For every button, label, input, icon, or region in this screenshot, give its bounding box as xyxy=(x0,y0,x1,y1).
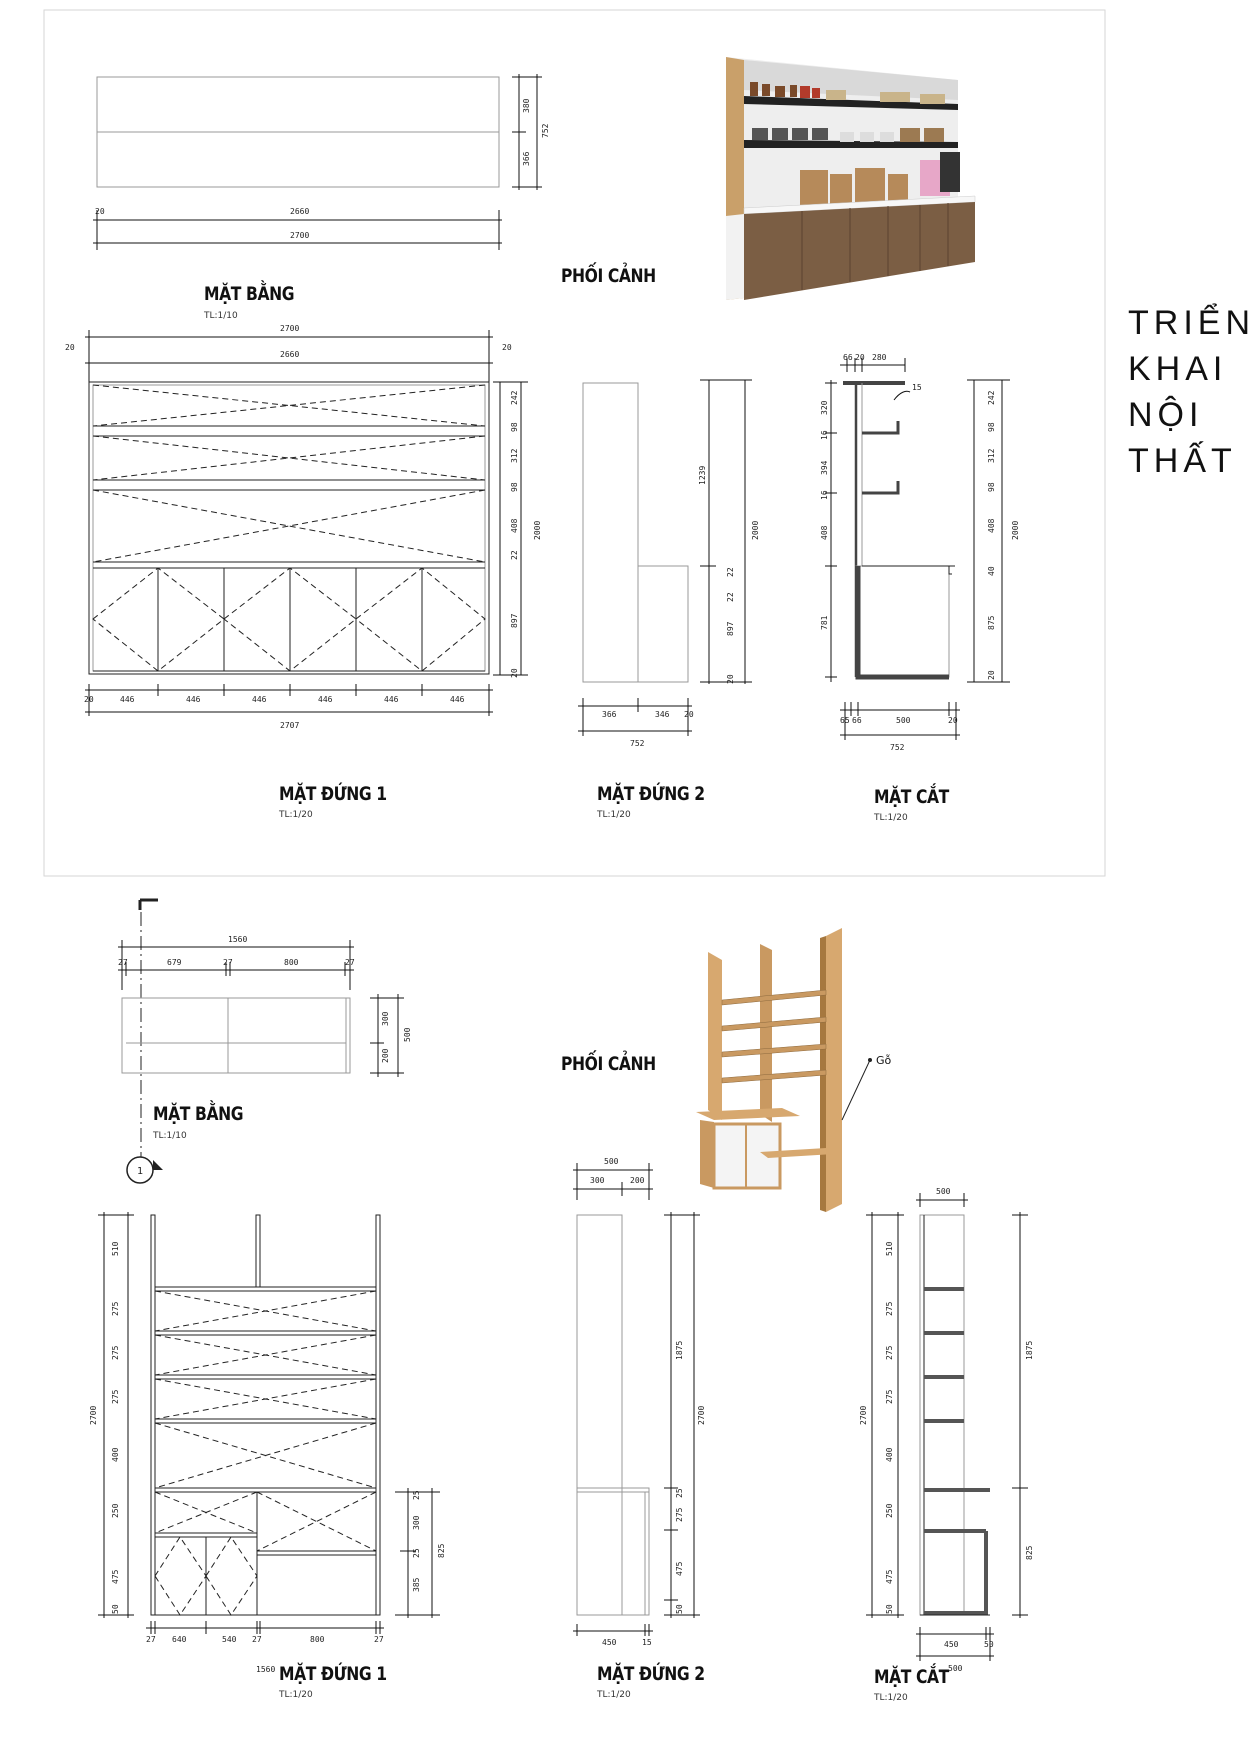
dim-label: 2000 xyxy=(751,520,760,540)
section-marker: 1 xyxy=(137,1166,144,1177)
dim-label: 300 xyxy=(590,1176,605,1185)
dim-label: 50 xyxy=(675,1604,684,1614)
dim-label: 50 xyxy=(111,1604,120,1614)
dim-label: 400 xyxy=(111,1447,120,1462)
dim-label: 897 xyxy=(726,621,735,636)
dim-label: 66 xyxy=(843,353,853,362)
dim-label: 275 xyxy=(885,1389,894,1404)
dim-label: 446 xyxy=(450,695,465,704)
dim-label: 446 xyxy=(120,695,135,704)
dim-label: 752 xyxy=(890,743,905,752)
dim-label: 275 xyxy=(111,1301,120,1316)
dim-label: 20 xyxy=(84,695,94,704)
dim-label: 200 xyxy=(630,1176,645,1185)
dim-label: 500 xyxy=(948,1664,963,1673)
bottom-section-scale: TL:1/20 xyxy=(874,1693,908,1703)
dim-label: 2700 xyxy=(859,1405,868,1425)
dim-label: 400 xyxy=(885,1447,894,1462)
top-plan-scale: TL:1/10 xyxy=(204,311,238,321)
top-section-scale: TL:1/20 xyxy=(874,813,908,823)
bottom-elevation-2-scale: TL:1/20 xyxy=(597,1690,631,1700)
dim-label: 27 xyxy=(146,1635,156,1644)
dim-label: 366 xyxy=(522,151,531,166)
dim-label: 800 xyxy=(284,958,299,967)
side-title-line: KHAI xyxy=(1128,350,1228,388)
dim-label: 275 xyxy=(111,1389,120,1404)
dim-label: 2660 xyxy=(290,207,310,216)
dim-label: 2000 xyxy=(1011,520,1020,540)
top-elevation-2-title: MẶT ĐỨNG 2 xyxy=(597,783,705,805)
bottom-elevation-1-scale: TL:1/20 xyxy=(279,1690,313,1700)
dim-label: 1875 xyxy=(675,1340,684,1360)
top-elevation-1 xyxy=(65,324,542,730)
top-perspective-title: PHỐI CẢNH xyxy=(561,265,656,287)
dim-label: 312 xyxy=(987,448,996,463)
dim-label: 450 xyxy=(602,1638,617,1647)
dim-label: 825 xyxy=(437,1543,446,1558)
dim-label: 475 xyxy=(885,1569,894,1584)
dim-label: 2700 xyxy=(89,1405,98,1425)
dim-label: 500 xyxy=(604,1157,619,1166)
dim-label: 500 xyxy=(896,716,911,725)
dim-label: 16 xyxy=(820,430,829,440)
dim-label: 98 xyxy=(510,482,519,492)
dim-label: 475 xyxy=(111,1569,120,1584)
dim-label: 27 xyxy=(374,1635,384,1644)
dim-label: 346 xyxy=(655,710,670,719)
material-label: Gỗ xyxy=(876,1054,892,1067)
dim-label: 446 xyxy=(186,695,201,704)
dim-label: 875 xyxy=(987,615,996,630)
side-title-line: THẤT xyxy=(1128,442,1237,480)
top-section-title: MẶT CẮT xyxy=(874,786,949,808)
dim-label: 200 xyxy=(381,1048,390,1063)
bottom-plan-scale: TL:1/10 xyxy=(153,1131,187,1141)
dim-label: 20 xyxy=(726,674,735,684)
dim-label: 20 xyxy=(987,670,996,680)
dim-label: 20 xyxy=(855,353,865,362)
dim-label: 25 xyxy=(675,1488,684,1498)
dim-label: 2700 xyxy=(697,1405,706,1425)
bottom-section xyxy=(859,1187,1034,1673)
dim-label: 2707 xyxy=(280,721,300,730)
dim-label: 50 xyxy=(984,1640,994,1649)
dim-label: 27 xyxy=(118,958,128,967)
dim-label: 408 xyxy=(820,525,829,540)
dim-label: 25 xyxy=(412,1548,421,1558)
dim-label: 385 xyxy=(412,1577,421,1592)
dim-label: 320 xyxy=(820,400,829,415)
dim-label: 22 xyxy=(726,567,735,577)
dim-label: 1560 xyxy=(228,935,248,944)
dim-label: 2000 xyxy=(533,520,542,540)
dim-label: 16 xyxy=(820,490,829,500)
bottom-perspective-title: PHỐI CẢNH xyxy=(561,1053,656,1075)
dim-label: 446 xyxy=(318,695,333,704)
dim-label: 510 xyxy=(885,1241,894,1256)
dim-label: 2660 xyxy=(280,350,300,359)
dim-label: 366 xyxy=(602,710,617,719)
top-plan xyxy=(93,74,550,250)
dim-label: 242 xyxy=(987,390,996,405)
dim-label: 475 xyxy=(675,1561,684,1576)
dim-label: 275 xyxy=(885,1345,894,1360)
dim-label: 242 xyxy=(510,390,519,405)
dim-label: 65 xyxy=(840,716,850,725)
dim-label: 510 xyxy=(111,1241,120,1256)
dim-label: 40 xyxy=(987,566,996,576)
dim-label: 2700 xyxy=(290,231,310,240)
bottom-elevation-1-title: MẶT ĐỨNG 1 xyxy=(279,1663,387,1685)
dim-label: 394 xyxy=(820,460,829,475)
dim-label: 250 xyxy=(111,1503,120,1518)
dim-label: 2700 xyxy=(280,324,300,333)
dim-label: 66 xyxy=(852,716,862,725)
dim-label: 300 xyxy=(412,1515,421,1530)
dim-label: 1239 xyxy=(698,465,707,485)
dim-label: 20 xyxy=(510,668,519,678)
dim-label: 408 xyxy=(987,518,996,533)
dim-label: 98 xyxy=(987,482,996,492)
dim-label: 752 xyxy=(541,123,550,138)
top-plan-title: MẶT BẰNG xyxy=(204,283,295,305)
dim-label: 446 xyxy=(384,695,399,704)
dim-label: 450 xyxy=(944,1640,959,1649)
side-title-line: TRIỂN xyxy=(1128,304,1255,342)
dim-label: 540 xyxy=(222,1635,237,1644)
top-elevation-1-title: MẶT ĐỨNG 1 xyxy=(279,783,387,805)
dim-label: 781 xyxy=(820,615,829,630)
dim-label: 20 xyxy=(684,710,694,719)
dim-label: 380 xyxy=(522,98,531,113)
dim-label: 22 xyxy=(510,550,519,560)
dim-label: 27 xyxy=(252,1635,262,1644)
bottom-plan-title: MẶT BẰNG xyxy=(153,1103,244,1125)
dim-label: 275 xyxy=(111,1345,120,1360)
dim-label: 27 xyxy=(223,958,233,967)
bottom-perspective-render xyxy=(696,928,872,1212)
dim-label: 800 xyxy=(310,1635,325,1644)
dim-label: 20 xyxy=(948,716,958,725)
dim-label: 275 xyxy=(885,1301,894,1316)
dim-label: 98 xyxy=(510,422,519,432)
side-title xyxy=(1128,300,1255,484)
dim-label: 446 xyxy=(252,695,267,704)
dim-label: 25 xyxy=(412,1490,421,1500)
dim-label: 250 xyxy=(885,1503,894,1518)
dim-label: 640 xyxy=(172,1635,187,1644)
dim-label: 20 xyxy=(502,343,512,352)
bottom-elevation-2 xyxy=(573,1157,706,1647)
bottom-elevation-2-title: MẶT ĐỨNG 2 xyxy=(597,1663,705,1685)
dim-label: 15 xyxy=(642,1638,652,1647)
top-elevation-2 xyxy=(578,380,760,748)
dim-label: 679 xyxy=(167,958,182,967)
top-section xyxy=(820,353,1020,752)
dim-label: 1560 xyxy=(256,1665,276,1674)
right-dim-labels xyxy=(510,390,542,678)
bottom-elevation-1 xyxy=(89,1212,446,1674)
dim-label: 500 xyxy=(403,1027,412,1042)
dim-label: 20 xyxy=(95,207,105,216)
dim-label: 20 xyxy=(65,343,75,352)
dim-label: 280 xyxy=(872,353,887,362)
dim-label: 1875 xyxy=(1025,1340,1034,1360)
dim-label: 312 xyxy=(510,448,519,463)
dim-label: 50 xyxy=(885,1604,894,1614)
dim-label: 825 xyxy=(1025,1545,1034,1560)
dim-label: 15 xyxy=(912,383,922,392)
dim-label: 275 xyxy=(675,1507,684,1522)
dim-label: 22 xyxy=(726,592,735,602)
dim-label: 752 xyxy=(630,739,645,748)
top-perspective-render xyxy=(726,57,975,300)
side-title-line: NỘI xyxy=(1128,396,1204,434)
dim-label: 408 xyxy=(510,518,519,533)
dim-label: 897 xyxy=(510,613,519,628)
dim-label: 500 xyxy=(936,1187,951,1196)
top-elevation-2-scale: TL:1/20 xyxy=(597,810,631,820)
dim-label: 27 xyxy=(345,958,355,967)
bottom-section-title: MẶT CẮT xyxy=(874,1666,949,1688)
dim-label: 98 xyxy=(987,422,996,432)
top-elevation-1-scale: TL:1/20 xyxy=(279,810,313,820)
dim-label: 300 xyxy=(381,1011,390,1026)
